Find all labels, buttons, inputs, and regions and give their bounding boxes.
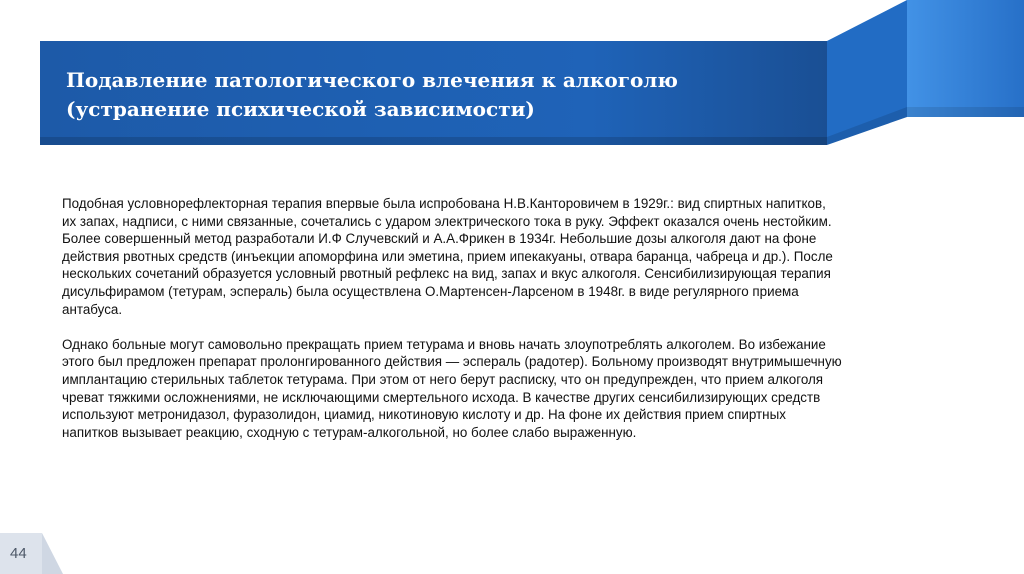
- text-line: дисульфирамом (тетурам, эспераль) была осуществлена О.Мартенсен-Ларсеном в 1948г. в виде регулярного приема: [62, 283, 799, 299]
- text-line: Более совершенный метод разработали И.Ф Случевский и А.А.Фрикен в 1934г. Небольшие дозы алкоголя дают на фоне: [62, 231, 817, 247]
- text-line: нескольких сочетаний образуется условный рвотный рефлекс на вид, запах и вкус алкоголя. Сенсибилизирующая терапия: [62, 266, 831, 282]
- text-line: имплантацию стерильных таблеток тетурама. При этом от него берут расписку, что он предупрежден, что прием алкоголя: [62, 371, 824, 387]
- banner-right-panel: [907, 0, 1024, 117]
- slide-title: [66, 66, 678, 124]
- text-line: напитков вызывает реакцию, сходную с тетурам-алкогольной, но более слабо выраженную.: [62, 424, 637, 440]
- text-line: Подобная условнорефлекторная терапия впервые была испробована Н.В.Канторовичем в 1929г.: вид спиртных напитков,: [62, 196, 826, 211]
- paragraph-1: [62, 195, 1002, 318]
- text-line: чреват тяжкими осложнениями, не исключающими смертельного исхода. В качестве других сенсибилизирующих средств: [62, 389, 821, 405]
- paragraph-2: [62, 336, 1002, 442]
- text-line: антабуса.: [62, 301, 123, 317]
- text-line: действия рвотных средств (инъекции апоморфина или эметина, прием ипекакуаны, отвара баранца, чабреца и др.). После: [62, 248, 833, 264]
- slide-body: [62, 195, 1002, 459]
- page-corner-triangle: [42, 533, 63, 574]
- text-line: Однако больные могут самовольно прекращать прием тетурама и вновь начать злоупотреблять алкоголем. Во избежание: [62, 336, 826, 352]
- text-line: этого был предложен препарат пролонгированного действия — эспераль (радотер). Больному производят внутримышечную: [62, 354, 842, 370]
- title-line: (устранение психической зависимости): [66, 97, 535, 121]
- page-number: 44: [10, 545, 27, 562]
- text-line: их запах, надписи, с ними связанные, сочетались с ударом электрического тока в руку. Эффект оказался очень нестойким.: [62, 213, 832, 229]
- title-line: Подавление патологического влечения к алкоголю: [66, 68, 678, 92]
- text-line: используют метронидазол, фуразолидон, циамид, никотиновую кислоту и др. На фоне их действия прием спиртных: [62, 407, 786, 423]
